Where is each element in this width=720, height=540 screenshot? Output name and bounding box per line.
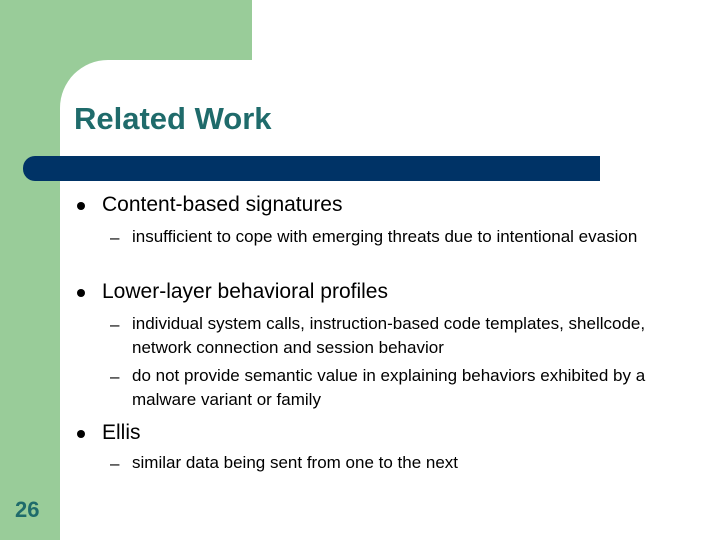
sub-bullet-text: individual system calls, instruction-based code templates, shellcode, network connection and session behavior	[132, 314, 646, 357]
bullet-dot-icon	[77, 430, 85, 438]
slide-number: 26	[15, 497, 40, 522]
slide-title: Related Work	[74, 101, 272, 136]
bullet-lower-layer-behavioral-profiles: Lower-layer behavioral profiles	[102, 280, 388, 303]
bullet-dot-icon	[77, 202, 85, 210]
sub-bullet-text: similar data being sent from one to the next	[132, 453, 459, 472]
bullet-ellis: Ellis	[102, 421, 141, 444]
green-accent-left	[0, 0, 60, 540]
sub-bullet-text: insufficient to cope with emerging threats due to intentional evasion	[132, 227, 638, 246]
title-underline-bar	[23, 156, 600, 181]
dash-marker: –	[110, 228, 120, 247]
bullet-content-based-signatures: Content-based signatures	[102, 193, 343, 216]
dash-marker: –	[110, 315, 120, 334]
dash-marker: –	[110, 454, 120, 473]
bullet-dot-icon	[77, 289, 85, 297]
dash-marker: –	[110, 367, 120, 386]
sub-bullet-text: do not provide semantic value in explaining behaviors exhibited by a malware variant or family	[132, 366, 646, 409]
